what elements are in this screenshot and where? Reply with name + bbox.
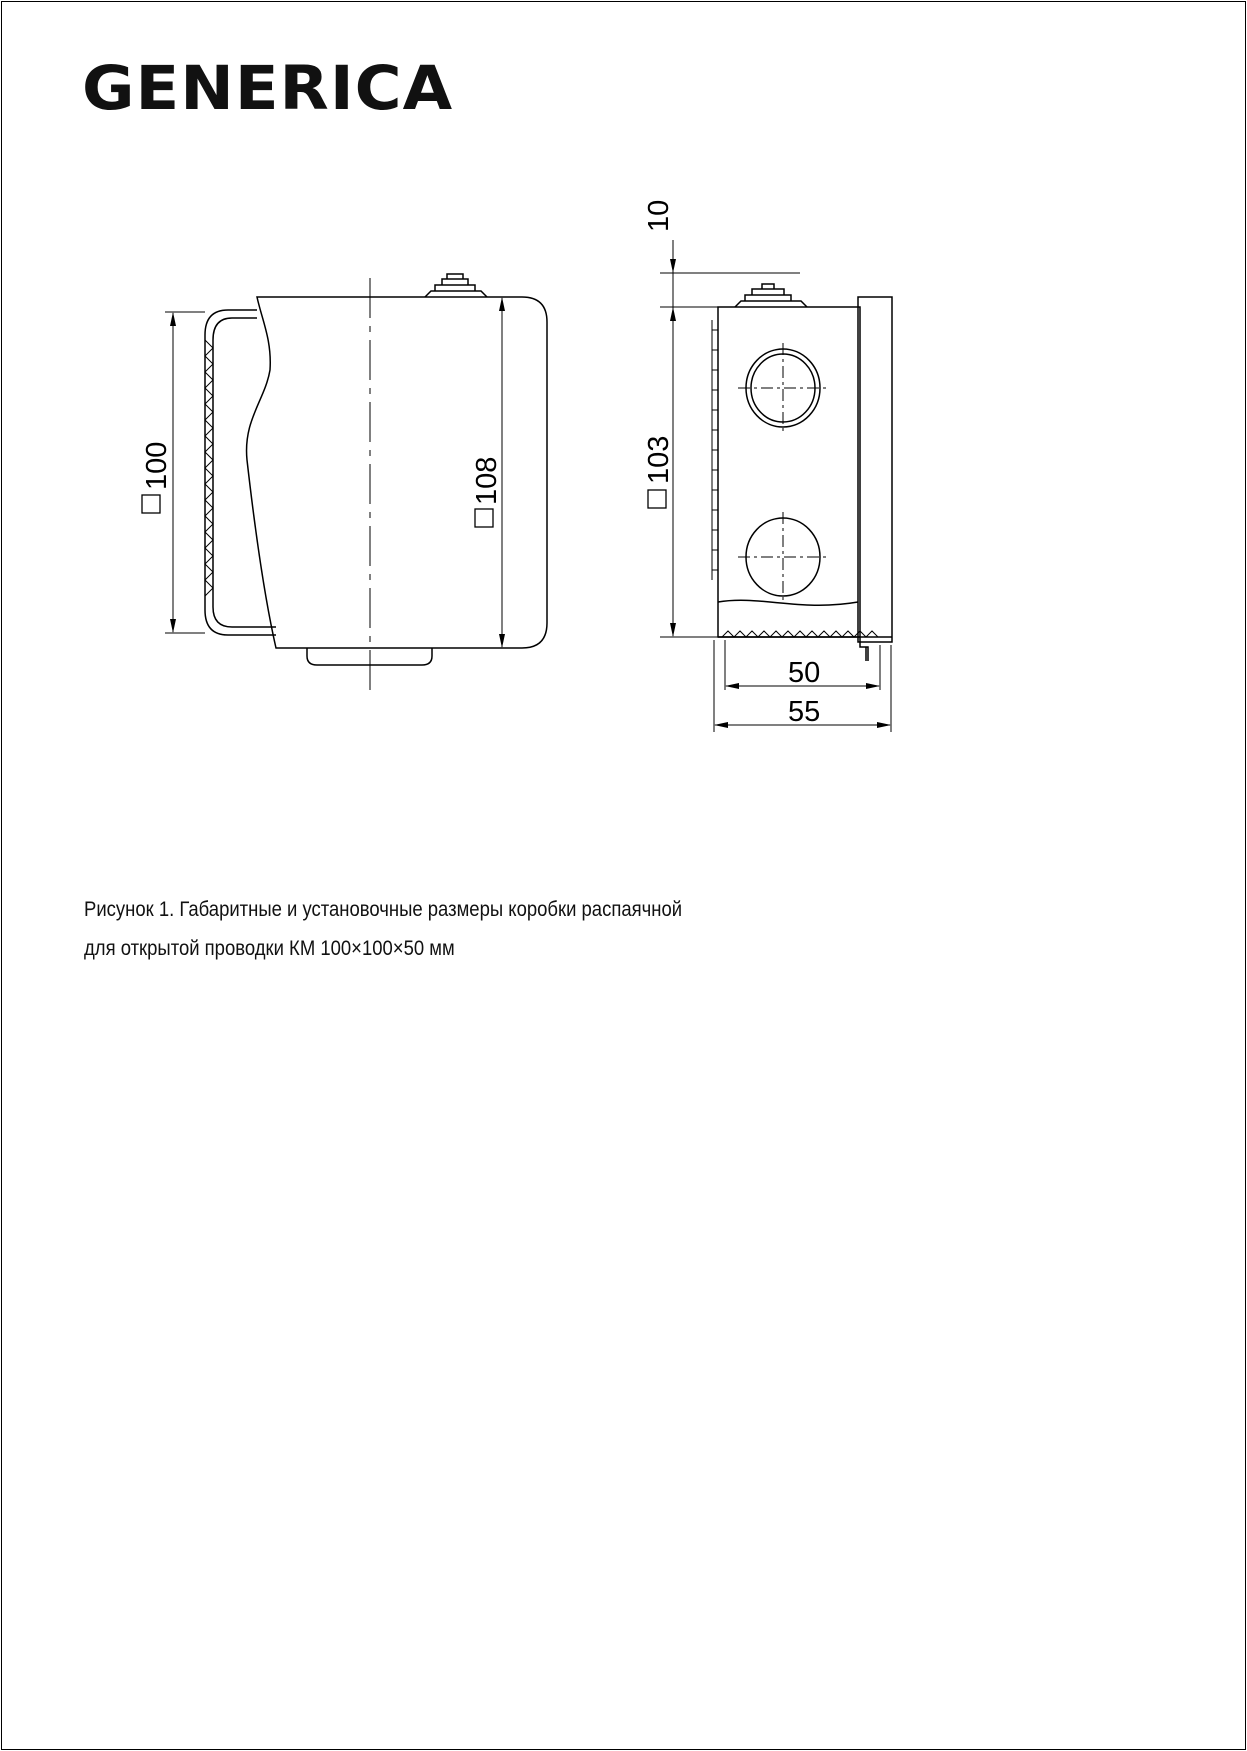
lid-side — [858, 297, 892, 642]
caption-line-2: для открытой проводки КМ 100×100×50 мм — [84, 937, 455, 960]
brand-logo: GENERICA — [82, 53, 454, 125]
dim-10: 10 — [643, 199, 675, 232]
dim-100: 100 — [141, 441, 173, 490]
dim-103: 103 — [643, 435, 675, 484]
ribs — [712, 320, 718, 580]
hatch — [722, 631, 878, 637]
box-base — [205, 310, 276, 635]
side-view — [648, 240, 892, 732]
box-side — [718, 307, 860, 637]
figure-caption — [84, 890, 682, 968]
cable-gland — [425, 274, 487, 297]
dim-55: 55 — [788, 696, 821, 728]
hatch — [205, 340, 213, 596]
dim-108: 108 — [471, 456, 503, 505]
dim-50: 50 — [788, 657, 821, 689]
cable-gland — [735, 284, 807, 307]
caption-line-1: Рисунок 1. Габаритные и установочные размеры коробки распаячной — [84, 898, 683, 921]
